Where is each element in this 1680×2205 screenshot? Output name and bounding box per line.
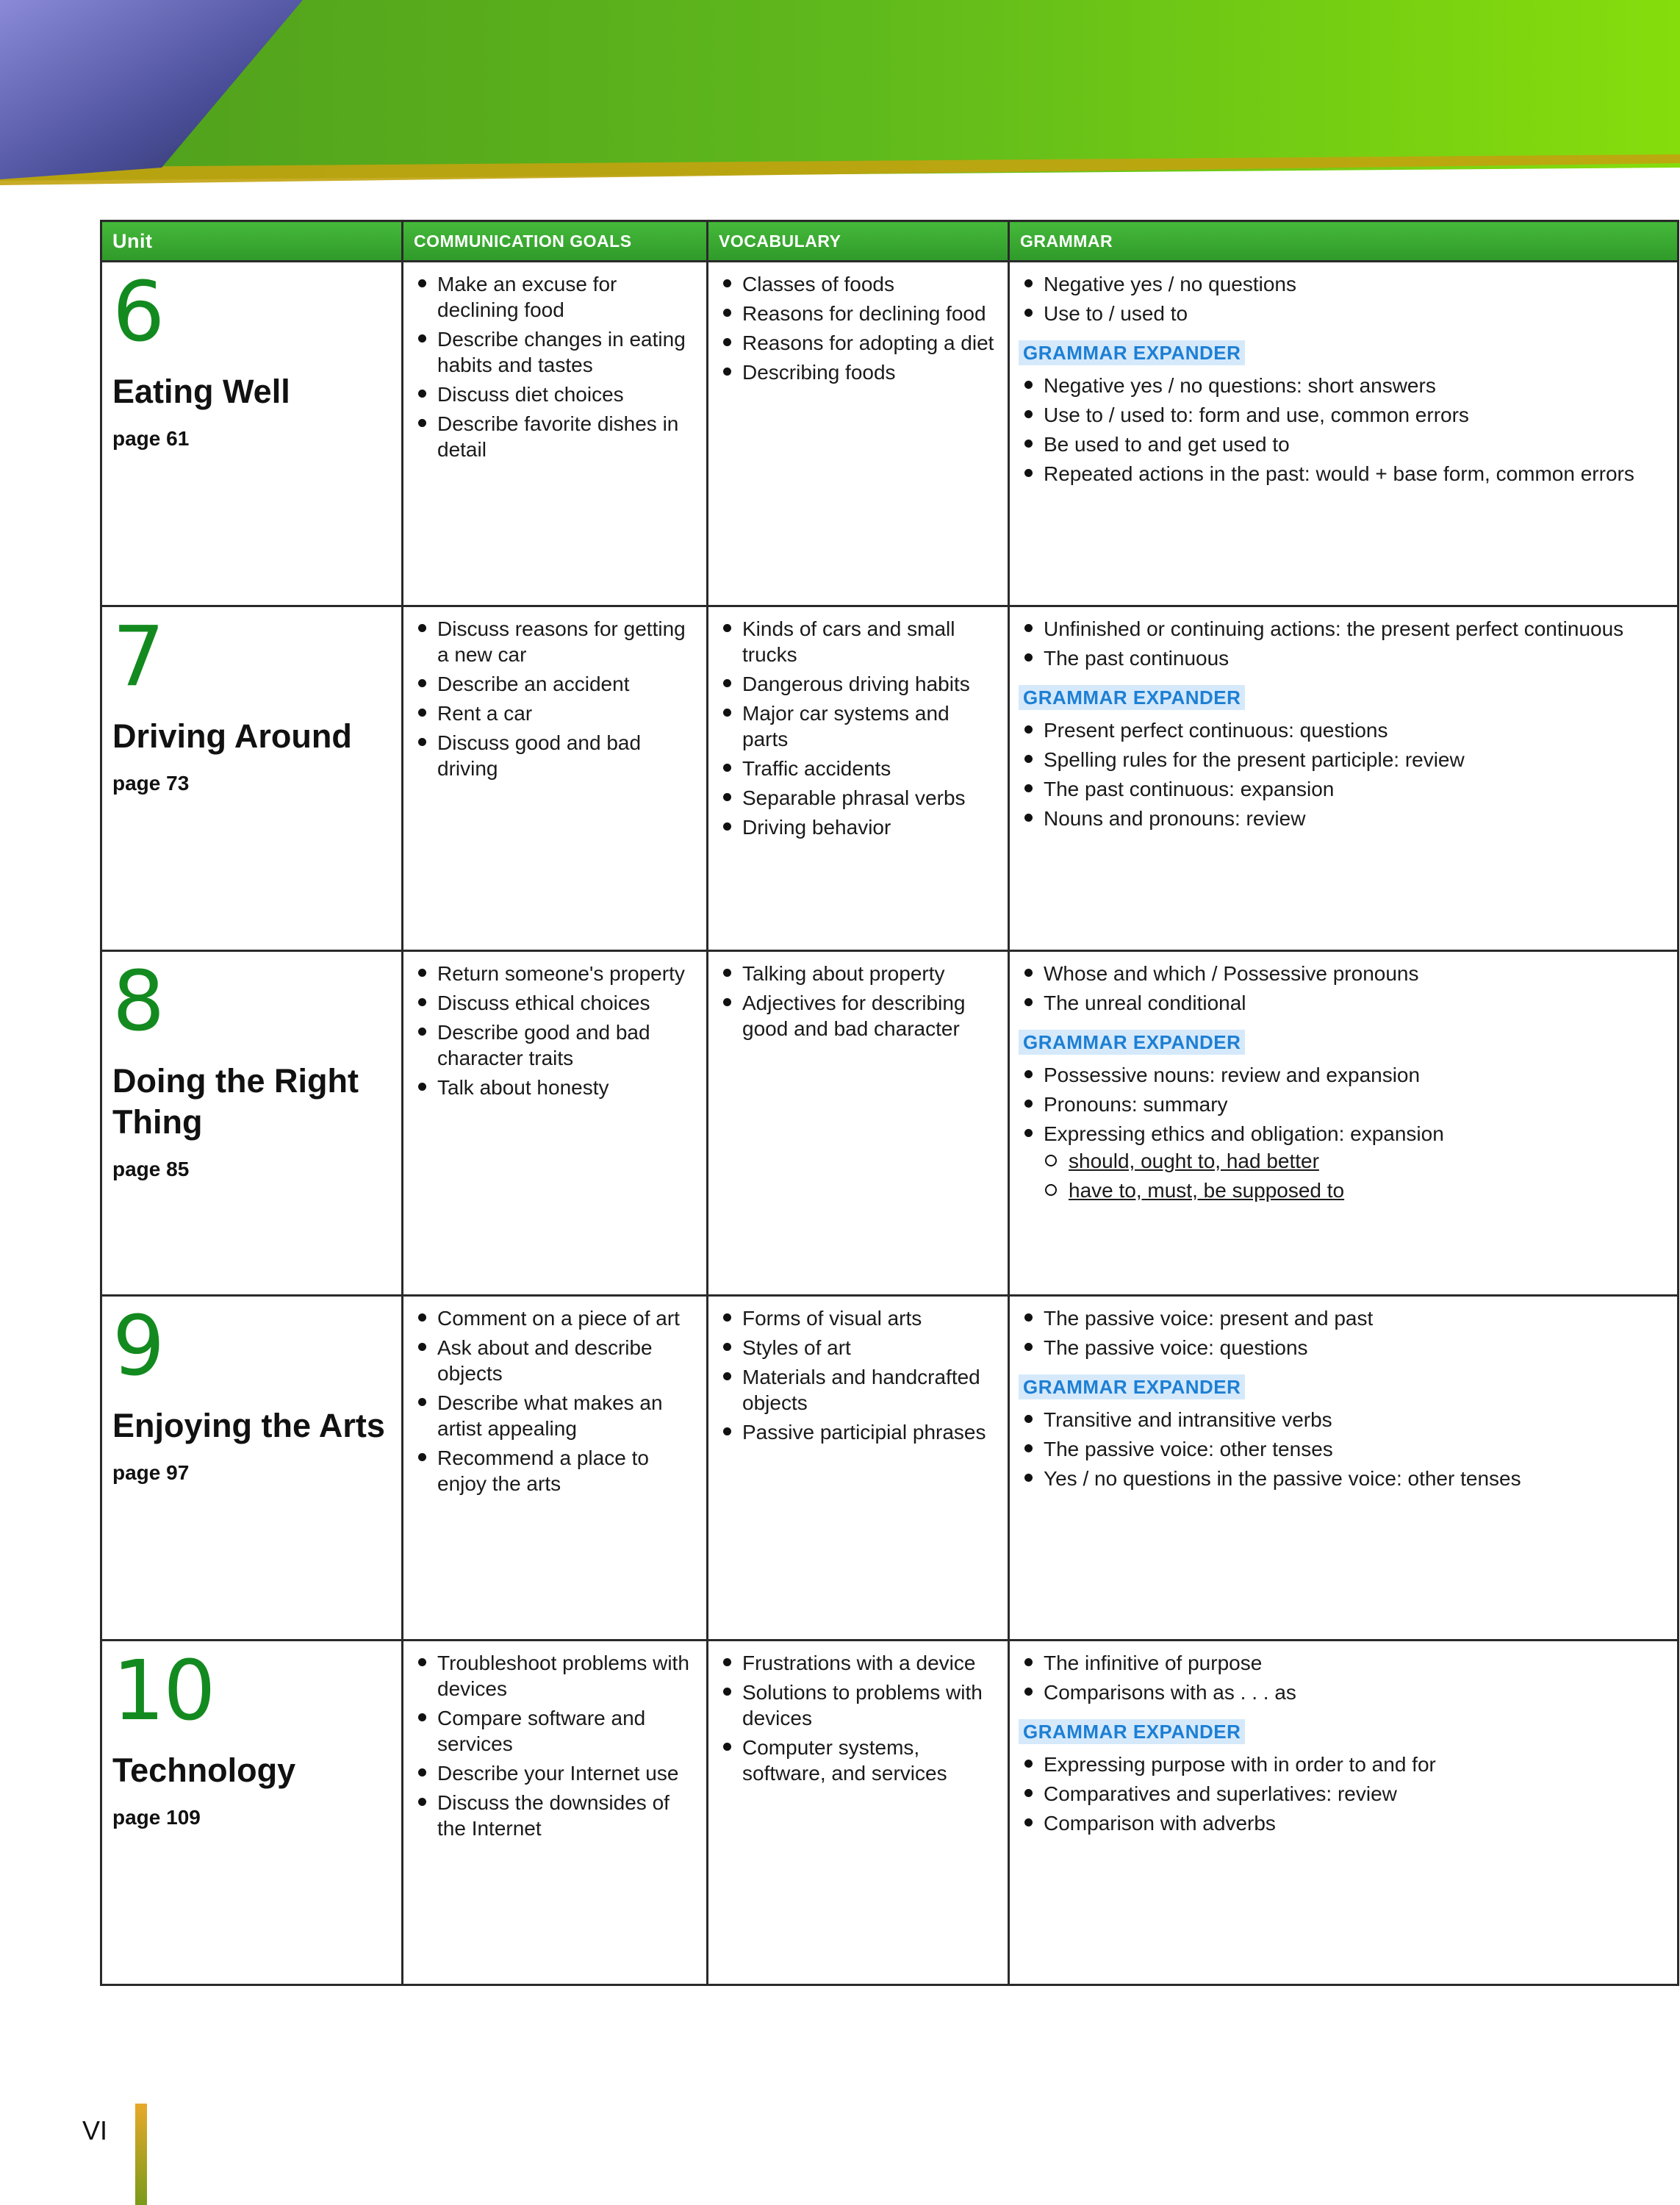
goal-item: Return someone's property (414, 961, 696, 986)
unit-title: Enjoying the Arts (112, 1407, 385, 1444)
unit-row (101, 1641, 1679, 1985)
decorative-side-bar (135, 2104, 147, 2205)
unit-row (101, 951, 1679, 1296)
goal-item: Make an excuse for declining food (414, 271, 696, 323)
vocabulary-cell (708, 951, 1009, 1296)
grammar-cell (1009, 1296, 1679, 1641)
goal-item: Describe your Internet use (414, 1760, 696, 1786)
unit-page: page 61 (112, 427, 190, 450)
goal-item: Discuss ethical choices (414, 990, 696, 1016)
grammar-item: Negative yes / no questions (1020, 271, 1667, 297)
vocabulary-cell (708, 1641, 1009, 1985)
goal-item: Describe what makes an artist appealing (414, 1390, 696, 1441)
unit-number: 10 (112, 1643, 215, 1739)
goal-item: Talk about honesty (414, 1075, 696, 1100)
grammar-expander-label: GRAMMAR EXPANDER (1019, 685, 1245, 710)
vocabulary-item: Passive participial phrases (719, 1419, 997, 1445)
unit-cell (101, 262, 403, 606)
unit-page: page 85 (112, 1158, 190, 1180)
vocabulary-item: Kinds of cars and small trucks (719, 616, 997, 667)
vocabulary-item: Reasons for adopting a diet (719, 330, 997, 356)
grammar-cell (1009, 262, 1679, 606)
unit-cell (101, 1296, 403, 1641)
expander-item: Transitive and intransitive verbs (1020, 1407, 1667, 1433)
goal-item: Describe an accident (414, 671, 696, 697)
goal-item: Describe good and bad character traits (414, 1019, 696, 1071)
goal-item: Rent a car (414, 700, 696, 726)
expander-item: Nouns and pronouns: review (1020, 806, 1667, 831)
grammar-item: The unreal conditional (1020, 990, 1667, 1016)
vocabulary-item: Adjectives for describing good and bad character (719, 990, 997, 1041)
expander-item: Negative yes / no questions: short answers (1020, 373, 1667, 398)
vocabulary-item: Major car systems and parts (719, 700, 997, 752)
grammar-item: The passive voice: present and past (1020, 1305, 1667, 1331)
vocabulary-item: Frustrations with a device (719, 1650, 997, 1676)
top-banner (0, 0, 1680, 193)
vocabulary-item: Materials and handcrafted objects (719, 1364, 997, 1416)
expander-item: Possessive nouns: review and expansion (1020, 1062, 1667, 1088)
unit-cell (101, 606, 403, 951)
header-vocabulary: VOCABULARY (708, 221, 1009, 262)
unit-cell (101, 1641, 403, 1985)
grammar-item: Use to / used to (1020, 301, 1667, 326)
goal-item: Discuss reasons for getting a new car (414, 616, 696, 667)
vocabulary-item: Styles of art (719, 1335, 997, 1360)
vocabulary-item: Solutions to problems with devices (719, 1679, 997, 1731)
expander-item: Spelling rules for the present participle: review (1020, 747, 1667, 772)
expander-item (1020, 1121, 1667, 1203)
unit-page: page 97 (112, 1461, 190, 1484)
goal-item: Ask about and describe objects (414, 1335, 696, 1386)
expander-item-text: Expressing ethics and obligation: expansion (1044, 1122, 1444, 1145)
vocabulary-item: Computer systems, software, and services (719, 1735, 997, 1786)
header-communication-goals: COMMUNICATION GOALS (403, 221, 708, 262)
unit-title: Driving Around (112, 717, 352, 755)
expander-item: The passive voice: other tenses (1020, 1436, 1667, 1462)
grammar-cell (1009, 1641, 1679, 1985)
vocabulary-item: Reasons for declining food (719, 301, 997, 326)
communication-goals-cell (403, 262, 708, 606)
vocabulary-item: Dangerous driving habits (719, 671, 997, 697)
grammar-expander-label: GRAMMAR EXPANDER (1019, 1030, 1245, 1055)
page-number: VI (82, 2115, 108, 2145)
grammar-expander-label: GRAMMAR EXPANDER (1019, 340, 1245, 365)
vocabulary-item: Classes of foods (719, 271, 997, 297)
expander-item: Comparatives and superlatives: review (1020, 1781, 1667, 1807)
communication-goals-cell (403, 606, 708, 951)
unit-title: Eating Well (112, 373, 290, 410)
vocabulary-item: Talking about property (719, 961, 997, 986)
communication-goals-cell (403, 951, 708, 1296)
goal-item: Discuss the downsides of the Internet (414, 1790, 696, 1841)
unit-row (101, 606, 1679, 951)
goal-item: Recommend a place to enjoy the arts (414, 1445, 696, 1496)
header-grammar: GRAMMAR (1009, 221, 1679, 262)
expander-item: Be used to and get used to (1020, 431, 1667, 457)
grammar-item: The past continuous (1020, 645, 1667, 671)
goal-item: Troubleshoot problems with devices (414, 1650, 696, 1702)
vocabulary-cell (708, 606, 1009, 951)
vocabulary-item: Separable phrasal verbs (719, 785, 997, 811)
vocabulary-item: Forms of visual arts (719, 1305, 997, 1331)
goal-item: Discuss diet choices (414, 381, 696, 407)
grammar-expander-label: GRAMMAR EXPANDER (1019, 1374, 1245, 1399)
unit-row (101, 262, 1679, 606)
goal-item: Compare software and services (414, 1705, 696, 1757)
unit-row (101, 1296, 1679, 1641)
expander-item: Pronouns: summary (1020, 1091, 1667, 1117)
expander-item: Use to / used to: form and use, common errors (1020, 402, 1667, 428)
grammar-cell (1009, 606, 1679, 951)
vocabulary-item: Describing foods (719, 359, 997, 385)
unit-page: page 109 (112, 1806, 201, 1829)
goal-item: Describe changes in eating habits and tastes (414, 326, 696, 378)
unit-number: 9 (112, 1299, 164, 1394)
vocabulary-cell (708, 1296, 1009, 1641)
expander-item: Comparison with adverbs (1020, 1810, 1667, 1836)
unit-title: Doing the Right Thing (112, 1062, 359, 1141)
header-row (101, 221, 1679, 262)
grammar-item: Unfinished or continuing actions: the present perfect continuous (1020, 616, 1667, 642)
expander-item: Present perfect continuous: questions (1020, 717, 1667, 743)
grammar-item: Whose and which / Possessive pronouns (1020, 961, 1667, 986)
unit-page: page 73 (112, 772, 190, 795)
grammar-cell (1009, 951, 1679, 1296)
grammar-item: The passive voice: questions (1020, 1335, 1667, 1360)
unit-number: 6 (112, 265, 164, 360)
unit-number: 8 (112, 954, 164, 1050)
goal-item: Discuss good and bad driving (414, 730, 696, 781)
header-unit: Unit (101, 221, 403, 262)
unit-number: 7 (112, 609, 164, 705)
communication-goals-cell (403, 1641, 708, 1985)
expander-item: Repeated actions in the past: would + base form, common errors (1020, 461, 1667, 487)
grammar-expander-label: GRAMMAR EXPANDER (1019, 1719, 1245, 1744)
unit-cell (101, 951, 403, 1296)
expander-item: Yes / no questions in the passive voice: other tenses (1020, 1466, 1667, 1491)
vocabulary-item: Driving behavior (719, 814, 997, 840)
grammar-item: Comparisons with as . . . as (1020, 1679, 1667, 1705)
expander-item: Expressing purpose with in order to and for (1020, 1752, 1667, 1777)
communication-goals-cell (403, 1296, 708, 1641)
expander-item: The past continuous: expansion (1020, 776, 1667, 802)
contents-table (100, 220, 1677, 1986)
expander-subitem: should, ought to, had better (1044, 1148, 1667, 1174)
vocabulary-cell (708, 262, 1009, 606)
vocabulary-item: Traffic accidents (719, 756, 997, 781)
goal-item: Comment on a piece of art (414, 1305, 696, 1331)
unit-title: Technology (112, 1752, 296, 1789)
goal-item: Describe favorite dishes in detail (414, 411, 696, 462)
grammar-item: The infinitive of purpose (1020, 1650, 1667, 1676)
expander-subitem: have to, must, be supposed to (1044, 1177, 1667, 1203)
